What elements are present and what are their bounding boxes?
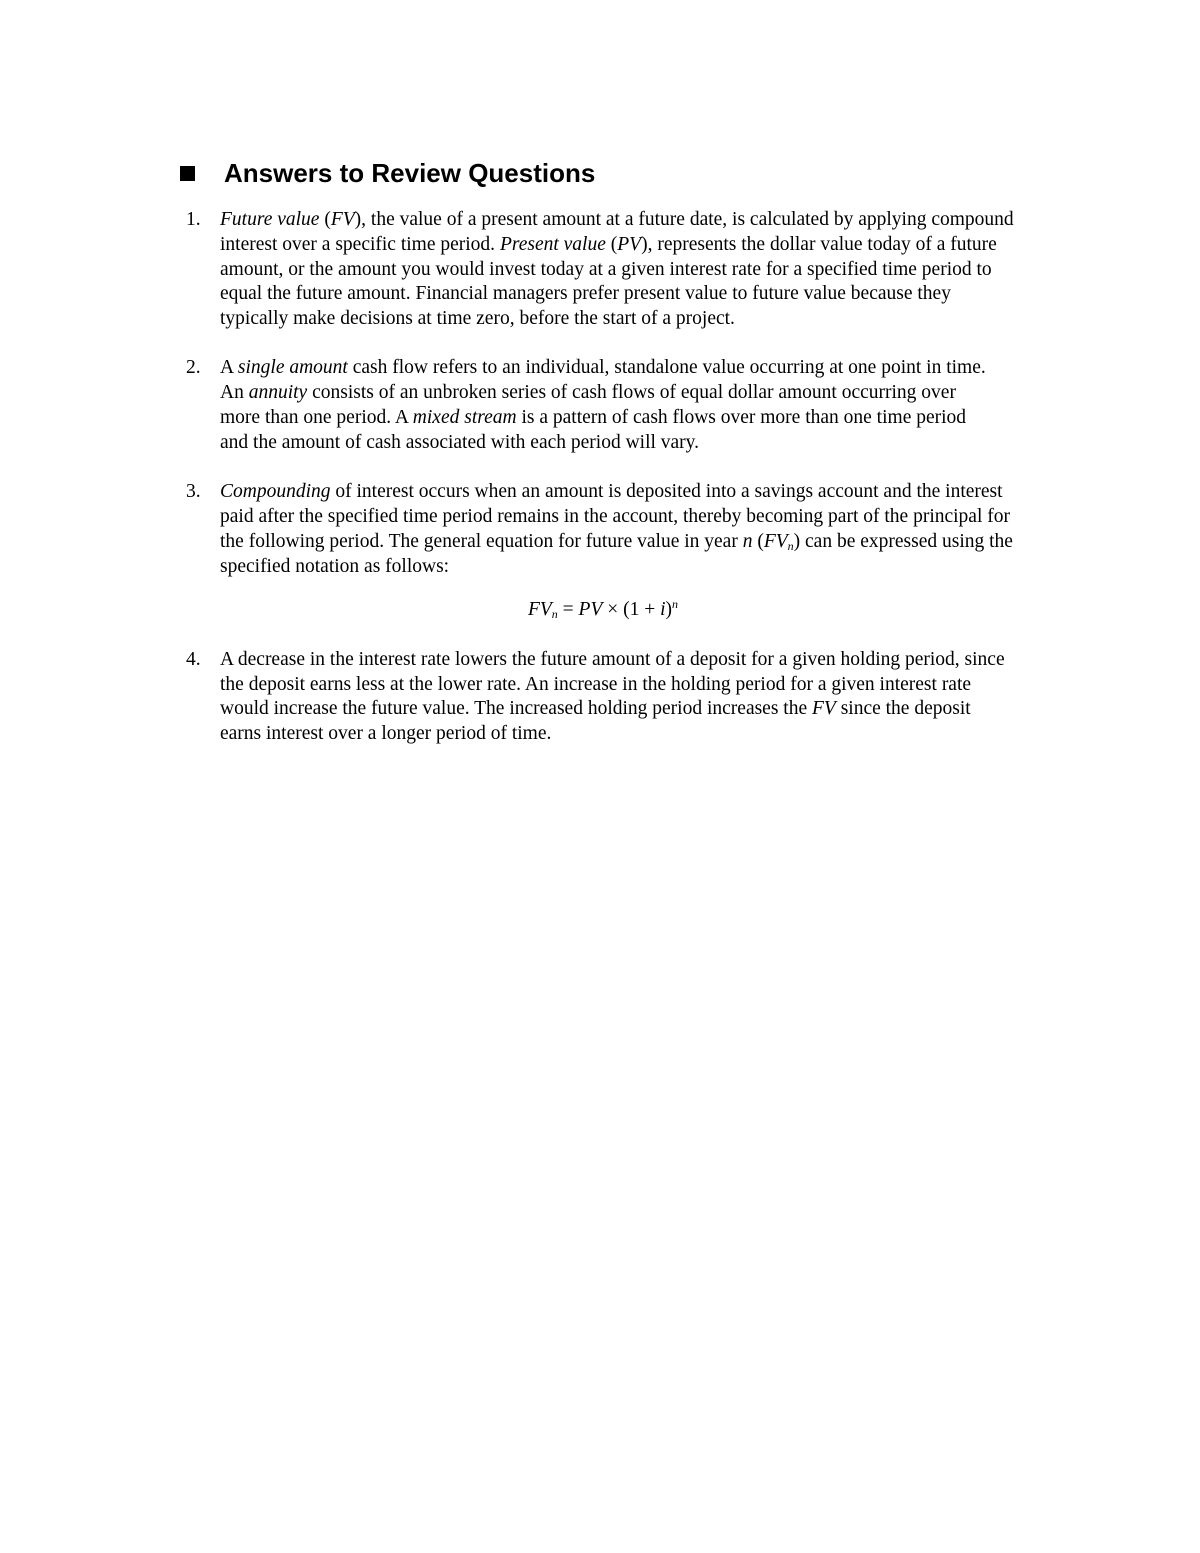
text-run: the deposit earns less at the lower rate. An increase in the holding period for a given interest rate [220,673,972,695]
text-run: A [220,357,238,379]
answer-text-line [220,555,1116,580]
answer-item-1 [186,208,1116,332]
text-run: mixed stream [412,407,517,429]
text-run: ( [319,209,331,230]
text-run: would increase the future value. The increased holding period increases the [220,698,812,720]
text-run: consists of an unbroken series of cash flows of equal dollar amount occurring over [307,382,956,404]
section-title: Answers to Review Questions [224,158,596,188]
text-run: is a pattern of cash flows over more than one time period [516,407,967,429]
answer-text-line [220,307,1116,332]
answer-item-2 [186,356,1116,455]
text-run: n [742,530,753,552]
text-run: more than one period. A [220,407,413,429]
answer-text-line [220,722,1116,747]
text-run: single amount [237,357,348,379]
text-run: specified notation as follows: [220,555,450,577]
text-run: n [787,538,794,553]
answer-text-line [220,208,1116,233]
answers-list [186,208,1116,772]
text-run: An [220,382,249,404]
text-run: amount, or the amount you would invest today at a given interest rate for a specified time period to [220,258,992,280]
answer-number: 1. [186,209,201,230]
text-run: n [551,607,558,622]
text-run: earns interest over a longer period of time. [220,723,552,745]
answer-text-line [220,282,1116,307]
answer-text-line [220,356,1116,381]
text-run: ( [752,530,764,552]
answer-text-line [220,258,1116,283]
answer-number: 3. [186,481,201,503]
text-run: PV [578,599,603,621]
answer-text-line [220,480,1116,505]
answer-item-3 [186,480,1116,623]
square-bullet-icon [180,166,195,181]
text-run: since the deposit [835,698,971,720]
text-run: FV [812,698,836,720]
text-run: Compounding [220,481,331,503]
text-run: ), represents the dollar value today of a future [641,233,997,255]
answer-text-line [220,381,1116,406]
text-run: FV [527,599,552,621]
text-run: = [557,599,579,621]
answer-text-line [220,648,1116,673]
text-run: FV [330,209,355,230]
text-run: interest over a specific time period. [220,233,500,255]
answer-item-4 [186,648,1116,747]
text-run: ) [665,599,673,621]
text-run: (1 + [623,599,661,621]
text-run: A decrease in the interest rate lowers the future amount of a deposit for a given holding period, since [220,648,1005,670]
answer-text-line [220,406,1116,431]
text-run: equal the future amount. Financial managers prefer present value to future value because they [220,283,951,305]
answer-number: 2. [186,357,201,379]
text-run: and the amount of cash associated with each period will vary. [220,431,700,453]
section-heading [180,156,595,190]
future-value-equation [220,597,1116,623]
text-run: PV [617,233,642,255]
text-run: cash flow refers to an individual, standalone value occurring at one point in time. [347,357,986,379]
text-run: paid after the specified time period remains in the account, thereby becoming part of the principal for [220,505,1010,527]
text-run: ( [605,233,618,255]
text-run: Future value [220,209,320,230]
text-run: ) can be expressed using the [793,530,1013,552]
text-run: FV [763,530,788,552]
answer-text-line [220,431,1116,456]
answer-text-line [220,697,1116,722]
text-run: typically make decisions at time zero, before the start of a project. [220,308,735,330]
text-run: of interest occurs when an amount is deposited into a savings account and the interest [330,481,1003,503]
answer-text-line [220,530,1116,555]
text-run: Present value [499,233,606,255]
text-run: annuity [248,382,308,404]
text-run: i [660,599,666,621]
answer-text-line [220,233,1116,258]
text-run: ), the value of a present amount at a future date, is calculated by applying compound [354,209,1014,230]
answer-text-line [220,505,1116,530]
text-run: × [602,599,624,621]
answer-number: 4. [186,648,201,670]
answer-text-line [220,673,1116,698]
text-run: the following period. The general equation for future value in year [220,530,743,552]
text-run: n [672,597,679,612]
